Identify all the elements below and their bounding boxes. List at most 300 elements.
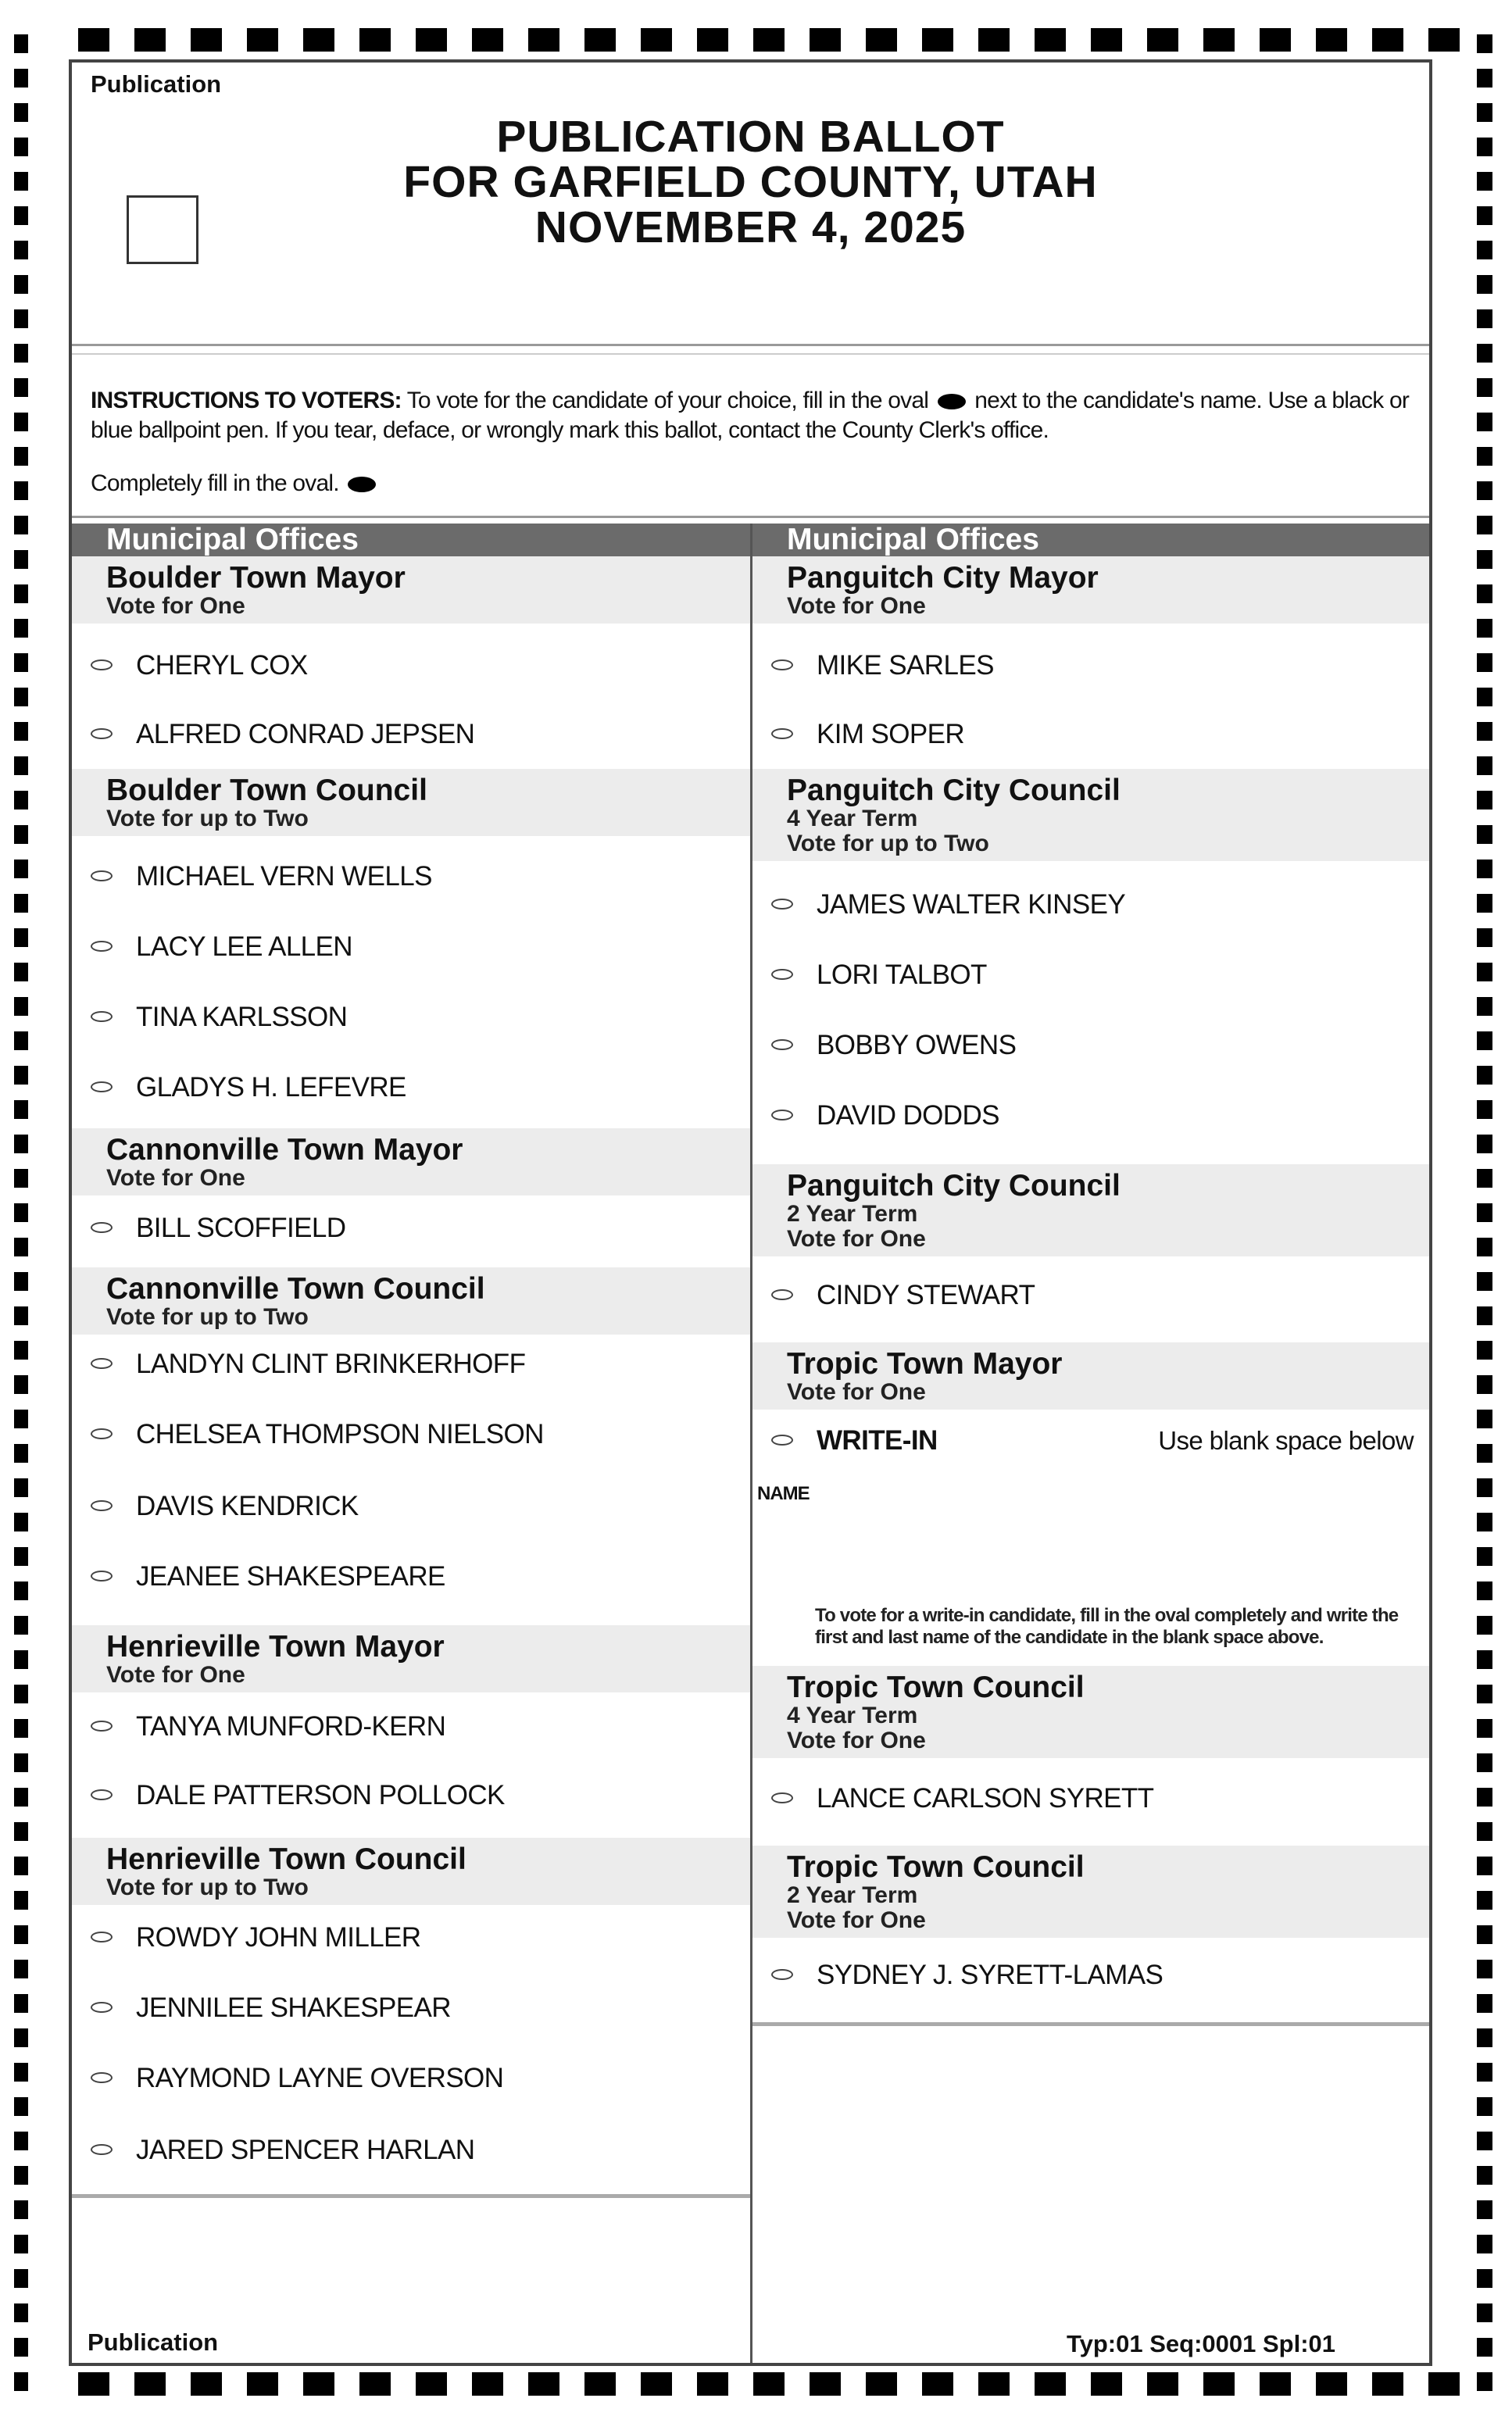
timing-mark xyxy=(14,756,28,775)
timing-mark xyxy=(1477,206,1492,225)
contest-header xyxy=(72,1267,750,1335)
divider xyxy=(72,353,1429,355)
candidate-name: DAVIS KENDRICK xyxy=(136,1491,359,1521)
timing-mark xyxy=(1477,241,1492,259)
timing-mark xyxy=(14,1822,28,1841)
timing-mark xyxy=(1477,2372,1492,2391)
contest-instruction: 4 Year Term xyxy=(787,806,918,831)
contest-instruction: Vote for up to Two xyxy=(106,1304,309,1330)
candidate-name: ALFRED CONRAD JEPSEN xyxy=(136,719,475,749)
vote-oval[interactable] xyxy=(91,1222,113,1233)
candidate-name: BOBBY OWENS xyxy=(817,1030,1017,1060)
timing-mark xyxy=(1477,825,1492,844)
timing-mark xyxy=(472,2372,503,2396)
timing-mark xyxy=(1477,619,1492,638)
vote-oval[interactable] xyxy=(771,1792,793,1803)
candidate-name: DALE PATTERSON POLLOCK xyxy=(136,1780,505,1810)
timing-mark xyxy=(697,28,728,52)
timing-mark xyxy=(14,344,28,363)
contest-header xyxy=(72,769,750,836)
timing-mark xyxy=(14,1685,28,1703)
candidate-row[interactable] xyxy=(91,1002,742,1033)
contest-instruction: Vote for One xyxy=(787,1379,926,1405)
timing-mark xyxy=(1477,2338,1492,2357)
sequence-code: Typ:01 Seq:0001 Spl:01 xyxy=(1066,2330,1335,2357)
vote-oval[interactable] xyxy=(771,1969,793,1980)
timing-mark xyxy=(1477,791,1492,810)
candidate-name: JARED SPENCER HARLAN xyxy=(136,2135,475,2165)
timing-mark xyxy=(14,2303,28,2322)
candidate-row[interactable] xyxy=(91,650,742,681)
timing-mark xyxy=(14,413,28,431)
vote-oval[interactable] xyxy=(771,659,793,670)
timing-mark xyxy=(1477,1203,1492,1222)
contest-title: Tropic Town Council xyxy=(787,1850,1085,1884)
timing-mark xyxy=(1477,481,1492,500)
timing-mark xyxy=(1477,1135,1492,1153)
timing-mark xyxy=(1477,413,1492,431)
timing-mark xyxy=(1477,1444,1492,1463)
candidate-name: DAVID DODDS xyxy=(817,1100,999,1131)
candidate-row[interactable] xyxy=(91,1922,742,1953)
candidate-name: TINA KARLSSON xyxy=(136,1002,348,1032)
timing-mark xyxy=(1477,928,1492,947)
vote-oval[interactable] xyxy=(91,870,113,881)
column-heading: Municipal Offices xyxy=(752,524,1429,556)
vote-oval[interactable] xyxy=(91,2002,113,2013)
contest-header xyxy=(752,769,1429,861)
timing-mark xyxy=(1477,2235,1492,2253)
timing-mark xyxy=(1477,688,1492,706)
contest-title: Boulder Town Mayor xyxy=(106,561,406,595)
contest-instruction: Vote for One xyxy=(106,1662,245,1688)
contest-instruction: Vote for One xyxy=(787,1907,926,1933)
timing-mark xyxy=(1477,1306,1492,1325)
timing-mark xyxy=(14,1444,28,1463)
timing-mark xyxy=(1477,894,1492,913)
timing-mark xyxy=(14,825,28,844)
filled-oval-icon xyxy=(348,477,376,492)
contest-header xyxy=(72,1838,750,1905)
timing-mark xyxy=(191,28,222,52)
ballot-sheet xyxy=(69,59,1432,2366)
timing-mark xyxy=(14,378,28,397)
timing-mark xyxy=(14,1616,28,1635)
timing-mark xyxy=(134,28,166,52)
timing-mark xyxy=(1477,1410,1492,1428)
timing-mark xyxy=(14,447,28,466)
candidate-name: TANYA MUNFORD-KERN xyxy=(136,1711,446,1742)
timing-mark xyxy=(14,1960,28,1978)
contest-header xyxy=(752,1846,1429,1938)
candidate-row[interactable] xyxy=(91,1992,742,2024)
candidate-row[interactable] xyxy=(91,1213,742,1244)
vote-oval[interactable] xyxy=(91,1500,113,1511)
candidate-row[interactable] xyxy=(91,1349,742,1380)
timing-mark xyxy=(14,481,28,500)
timing-mark xyxy=(14,1410,28,1428)
timing-mark xyxy=(1477,1272,1492,1291)
vote-oval[interactable] xyxy=(91,1932,113,1942)
timing-mark xyxy=(14,206,28,225)
candidate-name: KIM SOPER xyxy=(817,719,965,749)
vote-oval[interactable] xyxy=(771,1289,793,1300)
contest-header xyxy=(752,1666,1429,1758)
timing-mark xyxy=(810,2372,841,2396)
timing-mark xyxy=(1091,28,1122,52)
timing-mark xyxy=(1372,2372,1403,2396)
timing-mark xyxy=(1477,1169,1492,1188)
timing-mark xyxy=(14,2235,28,2253)
vote-oval[interactable] xyxy=(91,1789,113,1800)
contest-header xyxy=(72,1625,750,1692)
fill-note xyxy=(91,470,379,497)
timing-mark xyxy=(1477,1753,1492,1772)
candidate-row[interactable] xyxy=(771,650,1421,681)
timing-mark xyxy=(14,1891,28,1910)
timing-mark xyxy=(14,1478,28,1497)
contest-header xyxy=(752,1342,1429,1410)
timing-mark xyxy=(1316,28,1347,52)
candidate-row[interactable] xyxy=(91,1072,742,1103)
publication-label-top: Publication xyxy=(91,70,222,98)
timing-mark xyxy=(14,963,28,981)
timing-mark xyxy=(14,2269,28,2288)
candidate-row[interactable] xyxy=(771,960,1421,991)
title-line-1: PUBLICATION BALLOT xyxy=(496,112,1005,162)
divider xyxy=(72,516,1429,518)
contest-title: Panguitch City Mayor xyxy=(787,561,1099,595)
contest-instruction: Vote for One xyxy=(787,1226,926,1252)
contest-instruction: 4 Year Term xyxy=(787,1703,918,1728)
write-in-instructions: To vote for a write-in candidate, fill in the oval completely and write the first and last name of the candidate in the blank space above. xyxy=(815,1605,1399,1648)
timing-mark xyxy=(14,2338,28,2357)
timing-mark xyxy=(14,928,28,947)
timing-mark xyxy=(1147,28,1178,52)
timing-mark xyxy=(14,1306,28,1325)
timing-mark xyxy=(1477,1925,1492,1944)
timing-mark xyxy=(1477,309,1492,328)
title-line-3: NOVEMBER 4, 2025 xyxy=(534,202,967,252)
timing-mark xyxy=(1035,28,1066,52)
contest-title: Tropic Town Mayor xyxy=(787,1347,1063,1381)
contest xyxy=(72,1267,750,1629)
timing-mark xyxy=(14,688,28,706)
contest-instruction: Vote for One xyxy=(787,593,926,619)
timing-mark xyxy=(1477,2063,1492,2082)
timing-mark xyxy=(1477,1650,1492,1669)
candidate-row[interactable] xyxy=(771,1030,1421,1061)
candidate-row[interactable] xyxy=(91,1491,742,1522)
timing-mark xyxy=(14,894,28,913)
candidate-row[interactable] xyxy=(771,1100,1421,1131)
contest-instruction: Vote for up to Two xyxy=(787,831,989,856)
candidate-name: JAMES WALTER KINSEY xyxy=(817,889,1126,920)
candidate-row[interactable] xyxy=(91,1419,742,1450)
candidate-row[interactable] xyxy=(771,1960,1421,1991)
candidate-row[interactable] xyxy=(91,1780,742,1811)
candidate-row[interactable] xyxy=(771,1783,1421,1814)
contest-instruction: Vote for One xyxy=(106,1165,245,1191)
write-in-blank-space[interactable] xyxy=(799,1506,1421,1592)
timing-mark xyxy=(1477,1822,1492,1841)
timing-mark xyxy=(78,2372,109,2396)
timing-mark xyxy=(584,2372,616,2396)
instructions xyxy=(91,386,1410,445)
timing-mark xyxy=(14,1375,28,1394)
timing-mark xyxy=(1477,1960,1492,1978)
contest-instruction: 2 Year Term xyxy=(787,1882,918,1908)
contest xyxy=(752,556,1429,773)
timing-mark xyxy=(1477,1478,1492,1497)
contest xyxy=(752,769,1429,1168)
timing-mark xyxy=(978,2372,1010,2396)
timing-mark xyxy=(14,516,28,534)
timing-mark xyxy=(922,28,953,52)
timing-mark xyxy=(1477,1788,1492,1807)
timing-mark xyxy=(14,103,28,122)
vote-oval[interactable] xyxy=(91,1721,113,1732)
timing-mark xyxy=(14,2028,28,2047)
vote-oval[interactable] xyxy=(91,941,113,952)
timing-mark xyxy=(1477,516,1492,534)
timing-mark xyxy=(1477,378,1492,397)
timing-mark xyxy=(810,28,841,52)
timing-mark xyxy=(1477,2132,1492,2150)
vote-oval[interactable] xyxy=(91,1571,113,1581)
timing-mark xyxy=(14,1238,28,1256)
candidate-name: CHELSEA THOMPSON NIELSON xyxy=(136,1419,544,1449)
timing-mark xyxy=(14,1994,28,2013)
timing-mark xyxy=(14,2063,28,2082)
candidate-row[interactable] xyxy=(771,889,1421,920)
timing-mark xyxy=(1477,1857,1492,1875)
timing-mark xyxy=(1260,28,1291,52)
contest-header xyxy=(752,556,1429,624)
timing-mark xyxy=(14,619,28,638)
contest-header xyxy=(752,1164,1429,1256)
vote-oval[interactable] xyxy=(91,2072,113,2083)
candidate-name: MICHAEL VERN WELLS xyxy=(136,861,432,892)
timing-mark xyxy=(1477,2028,1492,2047)
stub-checkbox[interactable] xyxy=(127,195,198,264)
divider xyxy=(72,344,1429,346)
timing-mark xyxy=(416,2372,447,2396)
contest-instruction: Vote for up to Two xyxy=(106,1875,309,1900)
timing-mark xyxy=(14,791,28,810)
contest-header xyxy=(72,1128,750,1195)
timing-mark xyxy=(1372,28,1403,52)
timing-mark xyxy=(641,2372,672,2396)
contest-title: Tropic Town Council xyxy=(787,1671,1085,1704)
timing-mark xyxy=(1477,1066,1492,1085)
timing-mark xyxy=(303,2372,334,2396)
timing-mark xyxy=(14,2132,28,2150)
timing-mark xyxy=(1477,1341,1492,1360)
contest-header xyxy=(72,556,750,624)
timing-mark xyxy=(1477,756,1492,775)
timing-mark xyxy=(1477,2303,1492,2322)
timing-mark xyxy=(359,2372,391,2396)
timing-mark xyxy=(14,2200,28,2219)
timing-mark xyxy=(1477,584,1492,603)
timing-mark xyxy=(1477,1994,1492,2013)
timing-mark xyxy=(1428,2372,1460,2396)
contest-instruction: Vote for up to Two xyxy=(106,806,309,831)
contest xyxy=(72,769,750,1132)
timing-mark xyxy=(1147,2372,1178,2396)
timing-mark xyxy=(1477,722,1492,741)
timing-mark xyxy=(753,28,785,52)
timing-mark xyxy=(14,997,28,1016)
timing-mark xyxy=(1477,69,1492,88)
timing-mark xyxy=(1477,2269,1492,2288)
timing-mark xyxy=(1477,860,1492,878)
timing-mark xyxy=(528,28,559,52)
candidate-row[interactable] xyxy=(91,861,742,892)
timing-mark xyxy=(641,28,672,52)
contest xyxy=(72,556,750,773)
column-heading: Municipal Offices xyxy=(72,524,750,556)
timing-mark xyxy=(14,1650,28,1669)
vote-oval[interactable] xyxy=(771,728,793,739)
timing-mark xyxy=(14,722,28,741)
timing-mark xyxy=(1477,1513,1492,1531)
contest xyxy=(752,1164,1429,1346)
candidate-row[interactable] xyxy=(771,719,1421,750)
vote-oval[interactable] xyxy=(91,728,113,739)
timing-mark xyxy=(1477,1100,1492,1119)
instructions-label: INSTRUCTIONS TO VOTERS: xyxy=(91,388,402,413)
timing-mark xyxy=(14,1513,28,1531)
contest-title: Henrieville Town Mayor xyxy=(106,1630,445,1664)
timing-mark xyxy=(14,1753,28,1772)
contest-instruction: 2 Year Term xyxy=(787,1201,918,1227)
timing-mark xyxy=(14,1581,28,1600)
candidate-name: ROWDY JOHN MILLER xyxy=(136,1922,421,1953)
timing-mark xyxy=(584,28,616,52)
timing-mark xyxy=(359,28,391,52)
timing-mark xyxy=(14,1272,28,1291)
timing-mark xyxy=(14,138,28,156)
candidate-name: JENNILEE SHAKESPEAR xyxy=(136,1992,451,2023)
ballot-title xyxy=(72,114,1429,250)
timing-mark xyxy=(14,1169,28,1188)
timing-mark xyxy=(1477,344,1492,363)
vote-oval[interactable] xyxy=(91,1081,113,1092)
timing-mark xyxy=(1428,28,1460,52)
timing-mark xyxy=(14,241,28,259)
timing-mark xyxy=(14,2166,28,2185)
candidate-name: LACY LEE ALLEN xyxy=(136,931,352,962)
timing-mark xyxy=(1477,275,1492,294)
vote-oval[interactable] xyxy=(91,659,113,670)
vote-oval[interactable] xyxy=(91,2144,113,2155)
timing-mark xyxy=(14,309,28,328)
timing-mark xyxy=(528,2372,559,2396)
timing-mark xyxy=(1477,550,1492,569)
timing-mark xyxy=(14,34,28,53)
candidate-name: JEANEE SHAKESPEARE xyxy=(136,1561,445,1592)
timing-mark xyxy=(14,1066,28,1085)
candidate-row[interactable] xyxy=(771,1425,1421,1456)
timing-mark xyxy=(1477,447,1492,466)
instructions-text-1: To vote for the candidate of your choice, fill in the oval xyxy=(406,388,929,413)
candidate-name: LANCE CARLSON SYRETT xyxy=(817,1783,1154,1814)
timing-mark xyxy=(1477,963,1492,981)
timing-mark xyxy=(1091,2372,1122,2396)
candidate-name: SYDNEY J. SYRETT-LAMAS xyxy=(817,1960,1163,1990)
timing-mark xyxy=(1477,1375,1492,1394)
title-line-2: FOR GARFIELD COUNTY, UTAH xyxy=(403,157,1098,207)
contest-title: Panguitch City Council xyxy=(787,1169,1121,1203)
timing-mark xyxy=(14,2097,28,2116)
timing-mark xyxy=(14,1719,28,1738)
timing-mark xyxy=(14,1547,28,1566)
contest-instruction: Vote for One xyxy=(787,1728,926,1753)
candidate-row[interactable] xyxy=(91,931,742,963)
timing-mark xyxy=(14,550,28,569)
timing-mark xyxy=(1477,172,1492,191)
candidate-row[interactable] xyxy=(91,2063,742,2094)
left-column xyxy=(72,524,752,2363)
timing-mark xyxy=(14,2372,28,2391)
timing-mark xyxy=(866,28,897,52)
vote-oval[interactable] xyxy=(771,969,793,980)
timing-mark xyxy=(1477,1238,1492,1256)
candidate-row[interactable] xyxy=(91,719,742,750)
contest xyxy=(752,1342,1429,1670)
vote-oval[interactable] xyxy=(91,1011,113,1022)
instructions-text-2: next to the candidate's name. Use a black or blue ballpoint pen. If you tear, deface, or wrongly mark this ballot, contact the County Clerk's office. xyxy=(91,388,1410,443)
candidate-name: MIKE SARLES xyxy=(817,650,994,681)
timing-mark xyxy=(247,28,278,52)
candidate-row[interactable] xyxy=(91,1711,742,1742)
candidate-row[interactable] xyxy=(91,2135,742,2166)
timing-mark xyxy=(1203,28,1235,52)
contest-title: Henrieville Town Council xyxy=(106,1842,466,1876)
timing-mark xyxy=(1477,2200,1492,2219)
timing-mark xyxy=(14,1857,28,1875)
vote-oval[interactable] xyxy=(771,899,793,910)
vote-oval[interactable] xyxy=(91,1358,113,1369)
write-in-name-label: NAME xyxy=(757,1483,810,1504)
timing-mark xyxy=(14,653,28,672)
timing-mark xyxy=(1477,1031,1492,1050)
vote-oval[interactable] xyxy=(771,1039,793,1050)
timing-mark xyxy=(14,584,28,603)
timing-mark xyxy=(14,1341,28,1360)
vote-oval[interactable] xyxy=(771,1435,793,1446)
candidate-row[interactable] xyxy=(91,1561,742,1592)
timing-mark xyxy=(866,2372,897,2396)
timing-mark xyxy=(1477,1581,1492,1600)
vote-oval[interactable] xyxy=(771,1110,793,1120)
timing-mark xyxy=(78,28,109,52)
candidate-name: GLADYS H. LEFEVRE xyxy=(136,1072,406,1103)
timing-mark xyxy=(978,28,1010,52)
timing-mark xyxy=(922,2372,953,2396)
timing-mark xyxy=(1260,2372,1291,2396)
vote-oval[interactable] xyxy=(91,1428,113,1439)
timing-mark xyxy=(14,1788,28,1807)
timing-mark xyxy=(14,1135,28,1153)
candidate-row[interactable] xyxy=(771,1280,1421,1311)
timing-mark xyxy=(14,1925,28,1944)
timing-mark xyxy=(14,172,28,191)
timing-mark xyxy=(1477,997,1492,1016)
candidate-name: LANDYN CLINT BRINKERHOFF xyxy=(136,1349,526,1379)
